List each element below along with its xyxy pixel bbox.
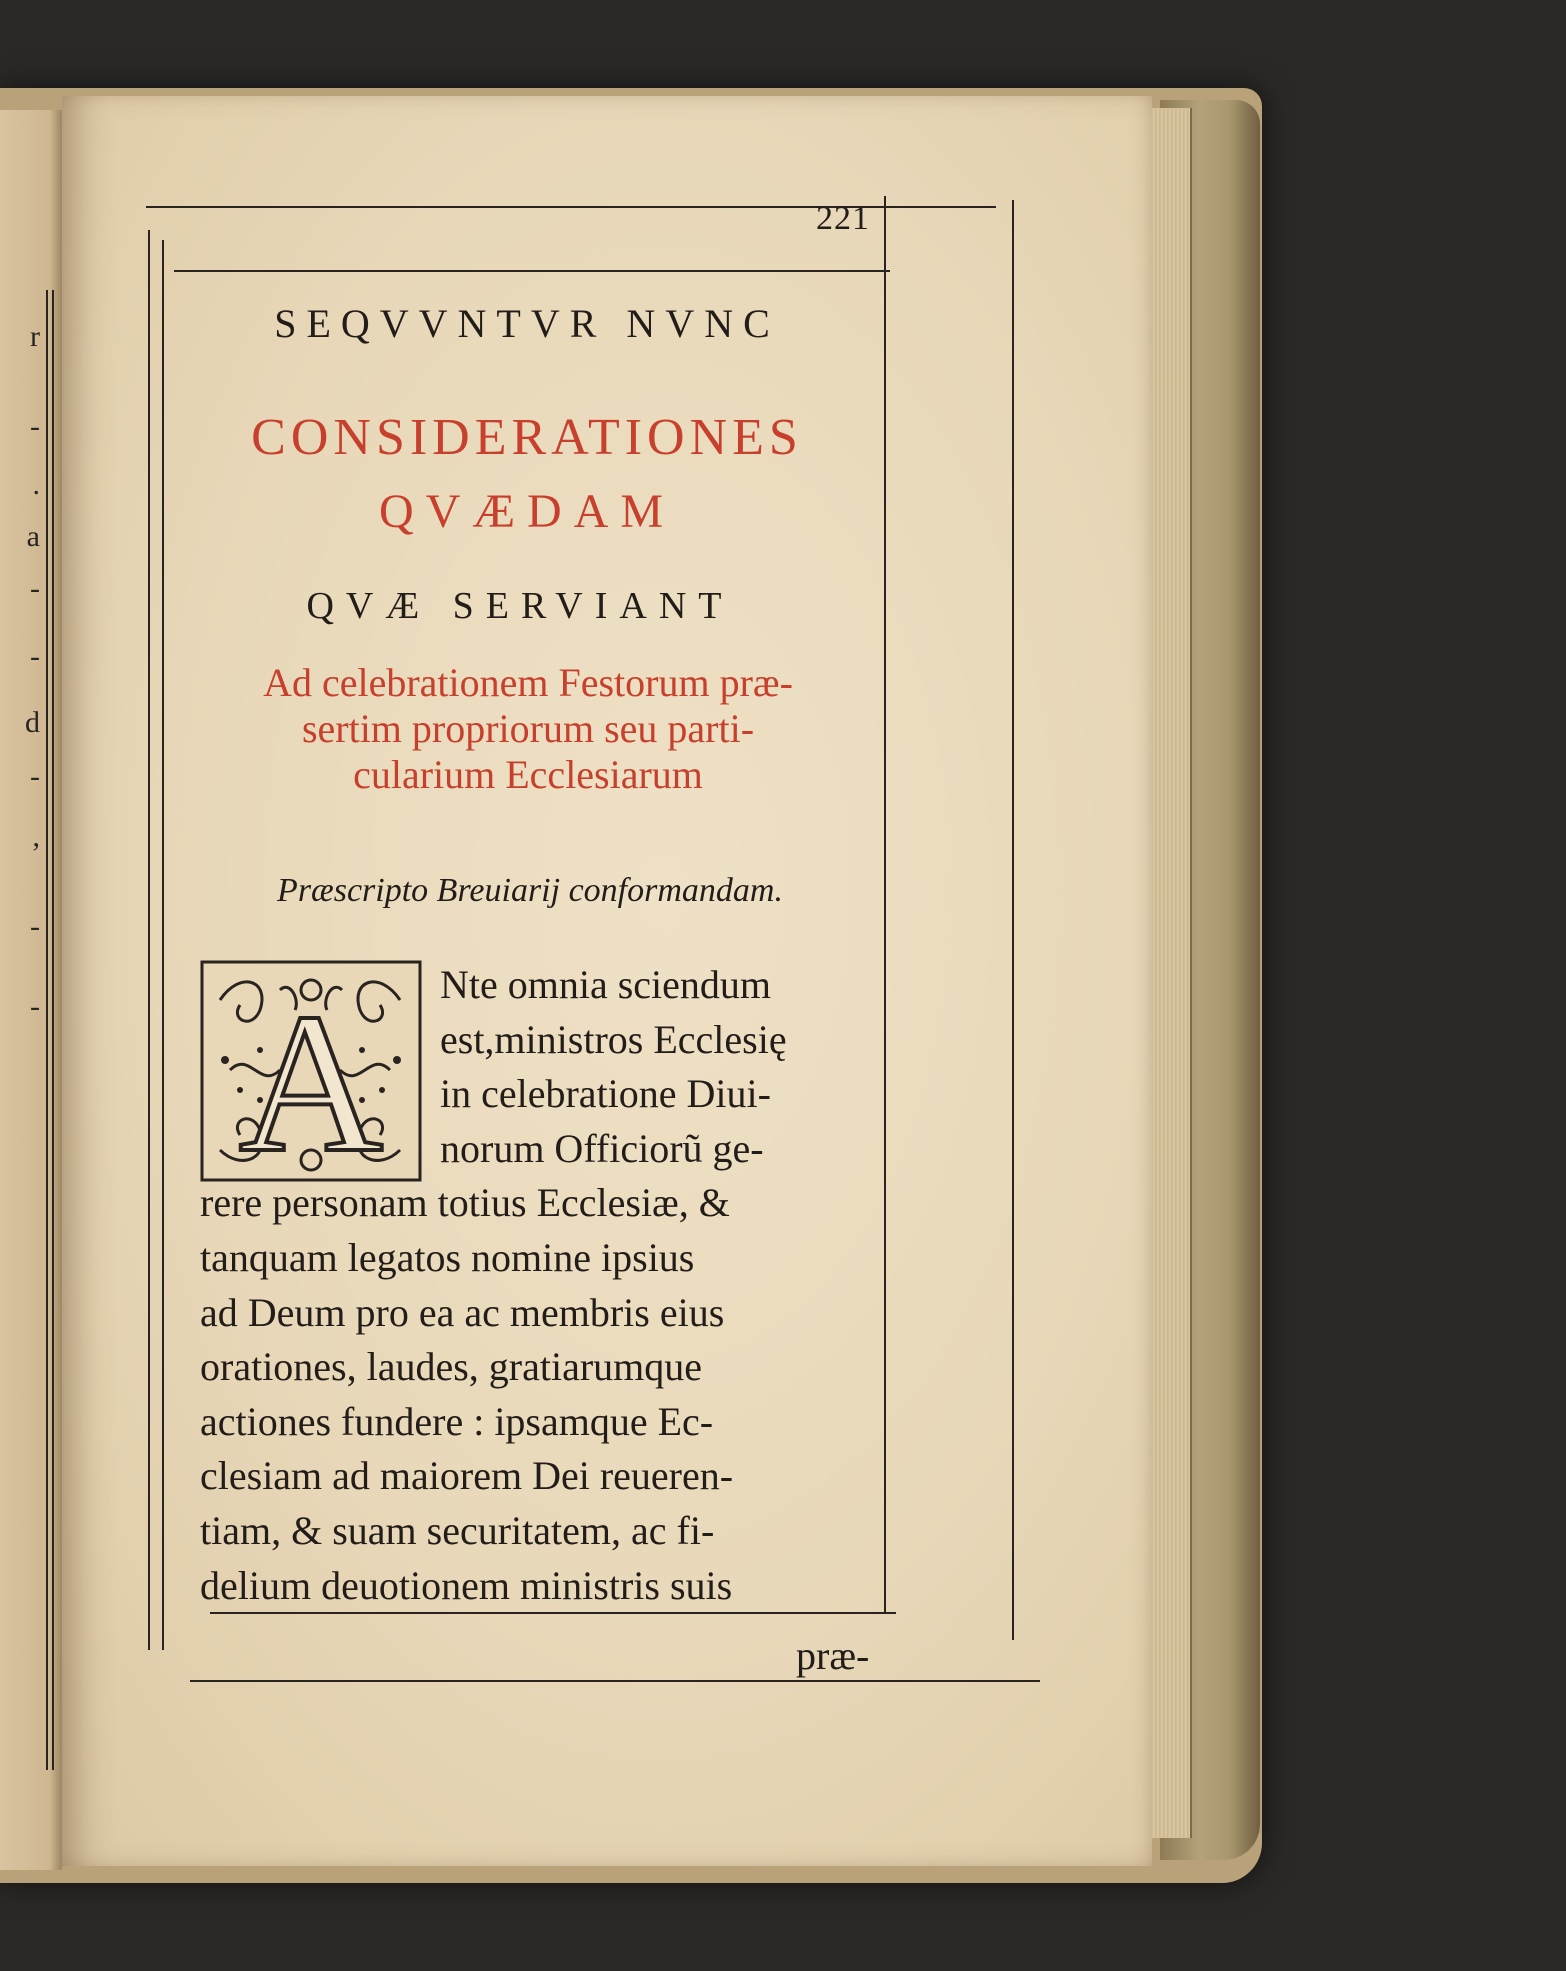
frame-bottom-rule-outer	[190, 1680, 1040, 1682]
subtitle: Præscripto Breuiarij conformandam.	[277, 872, 783, 909]
page-number: 221	[816, 200, 870, 237]
left-page-rule	[52, 290, 54, 1770]
heading-line-4: QVÆ SERVIANT	[306, 585, 734, 627]
body-line: delium deuotionem ministris suis	[200, 1562, 733, 1608]
left-page-fragment: a	[26, 520, 40, 553]
left-page-fragment: -	[30, 760, 40, 793]
rubric-line: cularium Ecclesiarum	[353, 752, 703, 797]
left-page-fragment: -	[30, 990, 40, 1023]
left-page-fragment: -	[30, 410, 40, 443]
body-text	[200, 958, 890, 1613]
rubric-line: sertim propriorum seu parti-	[301, 706, 755, 751]
frame-left-rule-outer	[148, 230, 150, 1650]
body-line: tanquam legatos nomine ipsius	[200, 1234, 695, 1280]
rubric-block	[178, 660, 878, 798]
body-line: Nte omnia sciendum	[440, 962, 772, 1007]
left-page-fragment: ,	[32, 820, 40, 853]
catchword: præ-	[796, 1633, 870, 1678]
left-page	[0, 110, 62, 1870]
rubric-line: Ad celebrationem Festorum præ-	[263, 660, 793, 705]
left-page-fragment: d	[25, 706, 40, 739]
heading-line-3: QVÆDAM	[378, 485, 675, 538]
left-page-fragment: -	[30, 640, 40, 673]
body-line: actiones fundere : ipsamque Ec-	[200, 1398, 714, 1444]
body-line: clesiam ad maiorem Dei reueren-	[200, 1453, 734, 1499]
left-page-fragment: .	[32, 468, 40, 501]
frame-right-rule-outer	[1012, 200, 1014, 1640]
body-line: in celebratione Diui-	[440, 1071, 771, 1117]
left-page-fragment: r	[30, 320, 40, 353]
heading-line-2: CONSIDERATIONES	[251, 409, 803, 466]
initial-letter: A	[238, 973, 384, 1182]
body-line: tiam, & suam securitatem, ac fi-	[200, 1507, 715, 1553]
frame-top-rule-inner	[174, 270, 890, 272]
frame-left-rule-inner	[162, 240, 164, 1650]
left-page-fragment: -	[30, 910, 40, 943]
left-page-rule	[46, 290, 48, 1770]
body-line: rere personam totius Ecclesiæ, &	[200, 1180, 730, 1226]
body-line: est,ministros Ecclesię	[440, 1016, 787, 1062]
left-page-fragment: -	[30, 572, 40, 605]
body-line: norum Officiorũ ge-	[440, 1125, 764, 1171]
body-line: orationes, laudes, gratiarumque	[200, 1344, 703, 1390]
body-line: ad Deum pro ea ac membris eius	[200, 1289, 725, 1335]
heading-line-1: SEQVVNTVR NVNC	[274, 301, 780, 346]
